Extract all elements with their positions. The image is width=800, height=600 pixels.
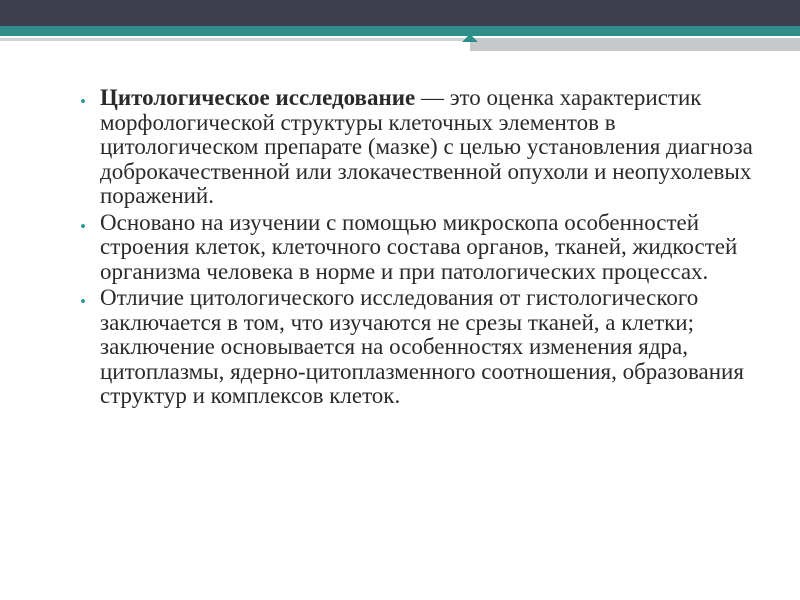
bullet-dot-icon: •	[80, 292, 86, 311]
slide-content	[78, 86, 768, 411]
bullet-text: Основано на изучении с помощью микроскопа особенностей строения клеток, клеточного состава органов, тканей, жидкостей организма человека в норме и при патологических процессах.	[100, 209, 738, 284]
bullet-text: — это оценка характеристик морфологической структуры клеточных элементов в цитологическом препарате (мазке) с целью установления диагноза доброкачественной или злокачественной опухоли и неопухолевых поражений.	[100, 85, 753, 208]
header-grey-tab	[470, 38, 800, 51]
bullet-item-difference	[78, 286, 768, 409]
bullet-dot-icon: •	[80, 216, 86, 236]
bullet-dot-icon: •	[80, 92, 86, 111]
header-fold-triangle	[462, 34, 478, 42]
bullet-item-definition	[78, 86, 768, 209]
bullet-text: Отличие цитологического исследования от гистологического заключается в том, что изучаются не срезы тканей, а клетки; заключение основывается на особенностях изменения ядра, цитоплазмы, ядерно-цитоплазменного соотношения, образования структур и комплексов клеток.	[100, 285, 744, 408]
bullet-term: Цитологическое исследование	[100, 85, 416, 110]
header-bar-teal	[0, 26, 800, 36]
header-bar-dark	[0, 0, 800, 26]
bullet-item-basis	[78, 211, 768, 285]
bullet-list	[78, 86, 768, 409]
header-divider-line	[0, 38, 470, 41]
